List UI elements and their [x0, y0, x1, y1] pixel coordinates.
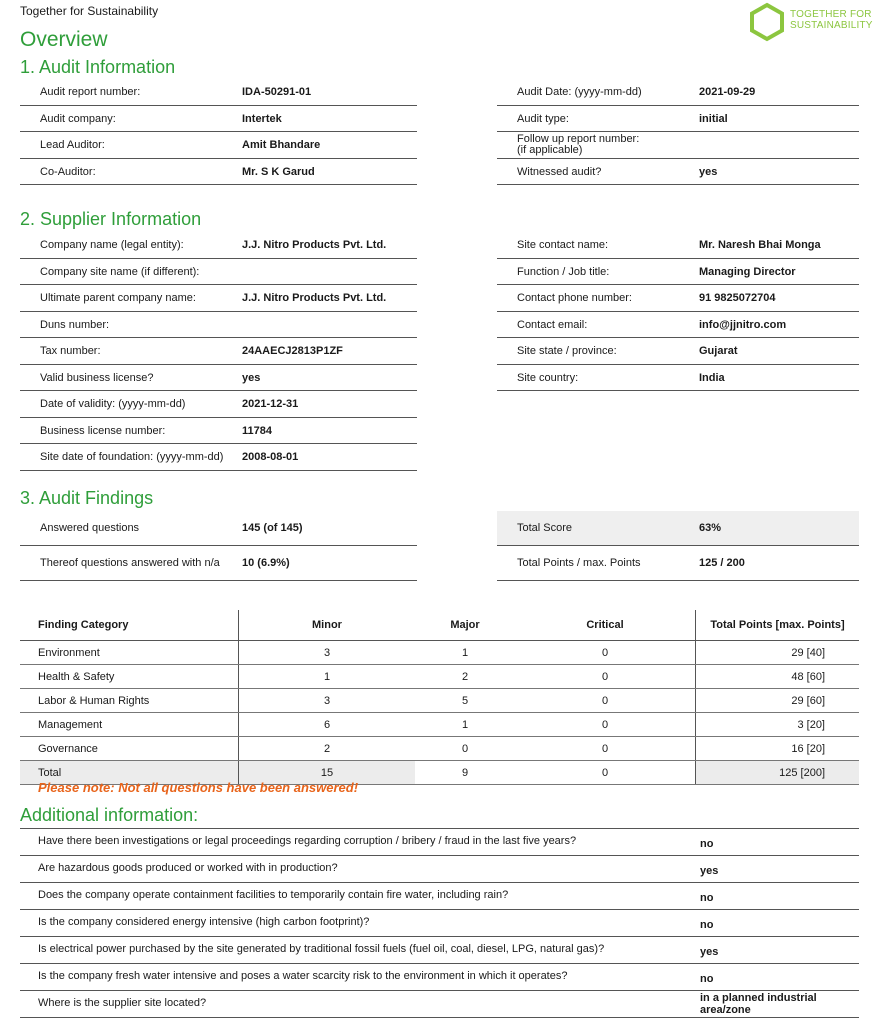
header-total-points: Total Points [max. Points]	[696, 610, 860, 641]
kv-row	[20, 511, 417, 546]
question-text: Is the company fresh water intensive and poses a water scarcity risk to the environment in which it operates?	[38, 970, 568, 982]
field-value: 2008-08-01	[242, 451, 299, 463]
field-value: 10 (6.9%)	[242, 557, 290, 569]
category-cell: Environment	[20, 641, 239, 665]
total-points-cell: 3 [20]	[696, 713, 860, 737]
major-cell: 0	[415, 737, 515, 761]
field-label: Audit type:	[517, 112, 569, 125]
field-label: Company name (legal entity):	[40, 239, 184, 251]
kv-row	[20, 232, 417, 259]
field-value: yes	[242, 371, 261, 384]
field-label: Co-Auditor:	[40, 165, 96, 178]
kv-row	[20, 546, 417, 581]
findings-row	[20, 737, 859, 761]
kv-row	[497, 232, 859, 259]
total-points-cell: 125 [200]	[696, 761, 860, 785]
additional-info-row	[20, 909, 859, 936]
field-label: Total Score	[517, 522, 573, 534]
kv-row	[20, 106, 417, 133]
field-label: Tax number:	[40, 345, 101, 357]
category-cell: Management	[20, 713, 239, 737]
section-3-title: 3. Audit Findings	[20, 488, 154, 508]
findings-row	[20, 665, 859, 689]
additional-info-title: Additional information:	[20, 805, 199, 825]
section-1-title: 1. Audit Information	[20, 57, 176, 77]
field-label: Lead Auditor:	[40, 139, 105, 151]
answer-value: yes	[700, 865, 719, 877]
audit-info-left-table	[20, 79, 417, 185]
field-label: Ultimate parent company name:	[40, 292, 196, 304]
major-cell: 2	[415, 665, 515, 689]
additional-info-row	[20, 882, 859, 909]
audit-info-right-table	[497, 79, 859, 185]
major-cell: 1	[415, 713, 515, 737]
answer-value: in a planned industrial area/zone	[700, 992, 817, 1016]
field-label: Date of validity: (yyyy-mm-dd)	[40, 398, 186, 410]
kv-row	[20, 338, 417, 365]
kv-row	[497, 312, 859, 339]
findings-table	[20, 610, 859, 785]
field-value: yes	[699, 165, 718, 178]
kv-row	[497, 259, 859, 286]
field-value: 63%	[699, 522, 722, 534]
additional-info-row	[20, 828, 859, 855]
kv-row	[497, 511, 859, 546]
header-finding-category: Finding Category	[20, 610, 239, 641]
answer-value: no	[700, 973, 714, 985]
field-value: info@jjnitro.com	[699, 318, 787, 331]
section-2-title: 2. Supplier Information	[20, 209, 202, 229]
field-label: Total Points / max. Points	[517, 557, 641, 569]
field-label: Site country:	[517, 371, 579, 384]
answer-value: yes	[700, 946, 719, 958]
additional-info-row	[20, 936, 859, 963]
major-cell: 1	[415, 641, 515, 665]
total-points-cell: 29 [60]	[696, 689, 860, 713]
additional-info-row	[20, 855, 859, 882]
kv-row	[497, 365, 859, 392]
field-value: 11784	[242, 424, 272, 437]
field-label: Site state / province:	[517, 345, 617, 357]
critical-cell: 0	[515, 713, 696, 737]
minor-cell: 15	[239, 761, 416, 785]
field-value: 145 (of 145)	[242, 522, 303, 534]
findings-row	[20, 641, 859, 665]
kv-row	[497, 159, 859, 186]
kv-row	[20, 365, 417, 392]
header-critical: Critical	[515, 610, 696, 641]
kv-row	[20, 79, 417, 106]
kv-row	[20, 391, 417, 418]
hexagon-logo-icon	[748, 2, 786, 42]
field-value: J.J. Nitro Products Pvt. Ltd.	[242, 292, 387, 304]
kv-row	[497, 546, 859, 581]
field-label: Duns number:	[40, 318, 110, 331]
minor-cell: 3	[239, 689, 416, 713]
field-value: India	[699, 371, 725, 384]
logo-line-2: SUSTAINABILITY	[790, 20, 873, 31]
field-value: Mr. S K Garud	[242, 165, 315, 178]
kv-row	[497, 285, 859, 312]
supplier-info-left-table	[20, 232, 417, 471]
kv-row	[497, 106, 859, 133]
incomplete-answers-note: Please note: Not all questions have been answered!	[38, 780, 359, 795]
field-label: Contact email:	[517, 318, 588, 331]
question-text: Does the company operate containment facilities to temporarily contain fire water, including rain?	[38, 889, 509, 901]
category-cell: Health & Safety	[20, 665, 239, 689]
total-points-cell: 29 [40]	[696, 641, 860, 665]
field-label: Site contact name:	[517, 239, 609, 251]
field-value: IDA-50291-01	[242, 86, 312, 98]
answer-value: no	[700, 919, 714, 931]
kv-row	[497, 338, 859, 365]
critical-cell: 0	[515, 761, 696, 785]
category-cell: Labor & Human Rights	[20, 689, 239, 713]
kv-row	[20, 285, 417, 312]
question-text: Where is the supplier site located?	[38, 997, 207, 1009]
supplier-info-right-table	[497, 232, 859, 391]
answer-value: no	[700, 838, 714, 850]
document-header-title: Together for Sustainability	[20, 4, 159, 18]
header-minor: Minor	[239, 610, 416, 641]
field-label: Business license number:	[40, 424, 166, 437]
kv-row	[497, 132, 859, 159]
field-value: Intertek	[242, 112, 282, 125]
answer-value: no	[700, 892, 714, 904]
critical-cell: 0	[515, 737, 696, 761]
minor-cell: 1	[239, 665, 416, 689]
minor-cell: 2	[239, 737, 416, 761]
field-label: Contact phone number:	[517, 292, 632, 304]
field-label: Audit report number:	[40, 86, 141, 98]
findings-header-row	[20, 610, 859, 641]
field-label: Valid business license?	[40, 371, 154, 384]
findings-row	[20, 713, 859, 737]
logo-line-1: TOGETHER FOR	[790, 9, 872, 20]
question-text: Is electrical power purchased by the site generated by traditional fossil fuels (fuel oil, coal, diesel, LPG, natural gas)?	[38, 943, 605, 955]
critical-cell: 0	[515, 665, 696, 689]
findings-summary-left-table	[20, 511, 417, 581]
field-value: Gujarat	[699, 345, 738, 357]
total-points-cell: 48 [60]	[696, 665, 860, 689]
kv-row	[20, 418, 417, 445]
field-value: 24AAECJ2813P1ZF	[242, 345, 343, 357]
kv-row	[20, 259, 417, 286]
field-value: 125 / 200	[699, 557, 745, 569]
critical-cell: 0	[515, 641, 696, 665]
field-value: initial	[699, 112, 728, 125]
minor-cell: 3	[239, 641, 416, 665]
field-label: Company site name (if different):	[40, 265, 200, 278]
kv-row	[497, 79, 859, 106]
kv-row	[20, 312, 417, 339]
field-label: Witnessed audit?	[517, 165, 602, 178]
kv-row	[20, 159, 417, 186]
field-label: Function / Job title:	[517, 265, 610, 278]
field-value: Managing Director	[699, 265, 796, 278]
overview-title: Overview	[20, 28, 108, 51]
field-label: Audit Date: (yyyy-mm-dd)	[517, 86, 642, 98]
field-label: Audit company:	[40, 112, 116, 125]
field-value: 2021-09-29	[699, 86, 756, 98]
findings-row	[20, 689, 859, 713]
field-value: Amit Bhandare	[242, 139, 321, 151]
field-label: Follow up report number: (if applicable)	[517, 133, 640, 156]
header-major: Major	[415, 610, 515, 641]
additional-info-row	[20, 990, 859, 1018]
major-cell: 9	[415, 761, 515, 785]
field-value: J.J. Nitro Products Pvt. Ltd.	[242, 239, 387, 251]
field-label: Site date of foundation: (yyyy-mm-dd)	[40, 451, 224, 463]
question-text: Have there been investigations or legal proceedings regarding corruption / bribery / fraud in the last five years?	[38, 835, 577, 847]
minor-cell: 6	[239, 713, 416, 737]
question-text: Is the company considered energy intensive (high carbon footprint)?	[38, 916, 370, 928]
critical-cell: 0	[515, 689, 696, 713]
question-text: Are hazardous goods produced or worked with in production?	[38, 862, 338, 874]
logo-wordmark	[790, 9, 873, 31]
category-cell: Total	[20, 761, 239, 785]
total-points-cell: 16 [20]	[696, 737, 860, 761]
kv-row	[20, 444, 417, 471]
field-value: 2021-12-31	[242, 398, 299, 410]
tfs-logo	[748, 2, 873, 42]
field-label: Thereof questions answered with n/a	[40, 557, 220, 569]
kv-row	[20, 132, 417, 159]
additional-info-table	[20, 828, 859, 1018]
major-cell: 5	[415, 689, 515, 713]
category-cell: Governance	[20, 737, 239, 761]
additional-info-row	[20, 963, 859, 990]
findings-summary-right-table	[497, 511, 859, 581]
field-value: 91 9825072704	[699, 292, 776, 304]
field-label: Answered questions	[40, 522, 140, 534]
field-value: Mr. Naresh Bhai Monga	[699, 239, 821, 251]
